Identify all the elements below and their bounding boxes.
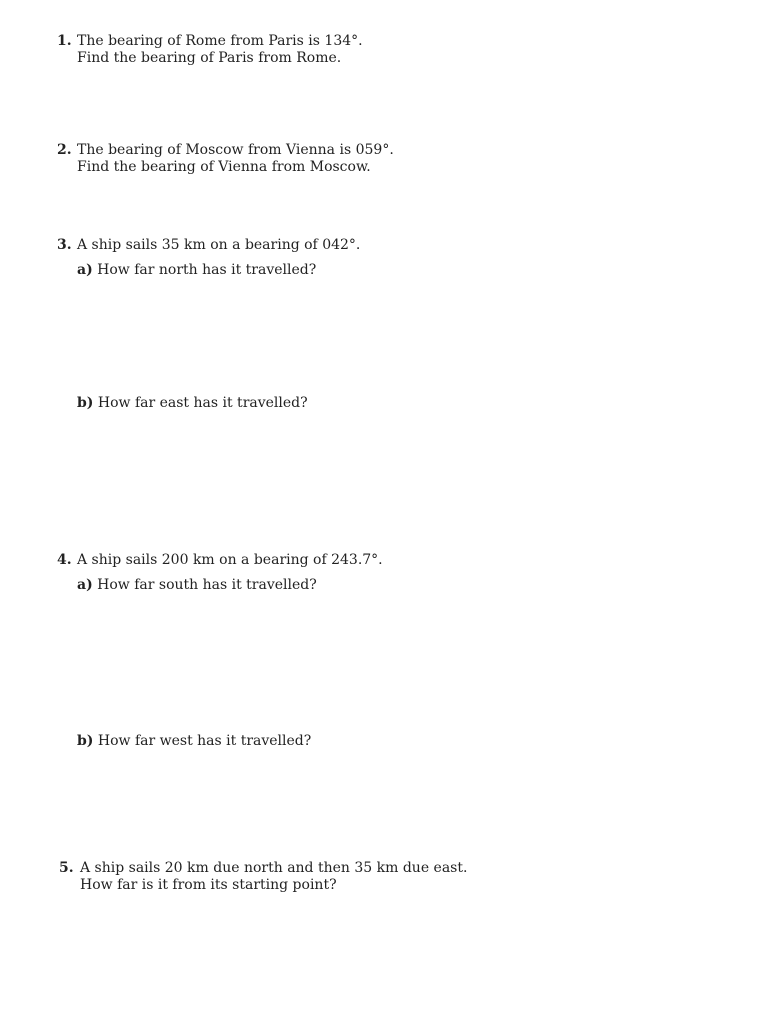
question-number: 1. — [57, 33, 72, 49]
question-number: 4. — [57, 552, 72, 568]
question-number: 2. — [57, 142, 72, 158]
part-text: How far west has it travelled? — [97, 733, 312, 749]
question-number: 3. — [57, 237, 72, 253]
question-4-part-a — [77, 577, 317, 594]
question-line: A ship sails 20 km due north and then 35 km due east. — [80, 860, 468, 876]
part-label: b) — [77, 733, 94, 749]
question-line: The bearing of Rome from Paris is 134°. — [77, 33, 363, 49]
question-line: The bearing of Moscow from Vienna is 059°. — [77, 142, 394, 158]
question-text — [77, 142, 394, 176]
part-label: a) — [77, 262, 93, 278]
question-text — [77, 33, 363, 67]
question-text — [77, 552, 383, 569]
question-3-part-a — [77, 262, 316, 279]
question-line: A ship sails 35 km on a bearing of 042°. — [77, 237, 361, 253]
part-text: How far north has it travelled? — [97, 262, 317, 278]
question-line: A ship sails 200 km on a bearing of 243.7°. — [77, 552, 383, 568]
part-label: a) — [77, 577, 93, 593]
part-label: b) — [77, 395, 94, 411]
question-text — [77, 237, 360, 254]
question-line: How far is it from its starting point? — [80, 877, 337, 893]
question-line: Find the bearing of Paris from Rome. — [77, 50, 342, 66]
question-number: 5. — [59, 860, 74, 876]
question-text — [80, 860, 467, 894]
part-text: How far east has it travelled? — [97, 395, 308, 411]
part-text: How far south has it travelled? — [97, 577, 317, 593]
question-line: Find the bearing of Vienna from Moscow. — [77, 159, 371, 175]
question-4-part-b — [77, 733, 311, 750]
question-3-part-b — [77, 395, 308, 412]
